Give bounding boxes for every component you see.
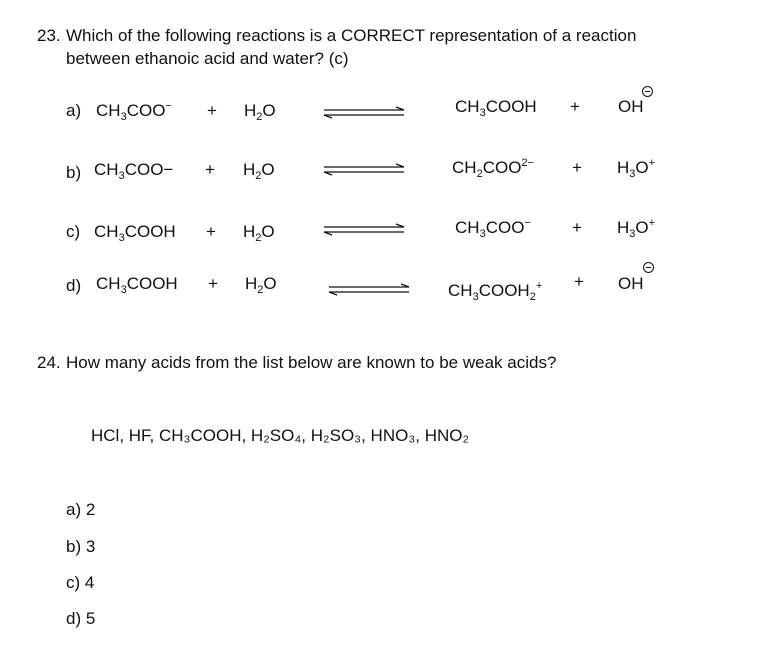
q24-number: 24. [37, 353, 61, 372]
reactant-2: $H_2O$ [244, 101, 276, 123]
plus-sign: + [206, 222, 216, 241]
plus-sign: + [570, 97, 580, 116]
plus-sign: + [574, 272, 584, 291]
plus-sign: + [208, 274, 218, 293]
choice-b: b) 3 [66, 537, 96, 556]
reactant-1: $CH_3COOH$ [94, 222, 176, 244]
reactant-2: $H_2O$ [243, 160, 275, 182]
option-letter: c) [66, 222, 81, 241]
product-1: $CH_3COOH_2^+$ [448, 280, 543, 303]
q23-number: 23. [37, 26, 61, 45]
product-2: $H_3O^+$ [617, 217, 656, 240]
plus-sign: + [205, 160, 215, 179]
option-letter: d) [66, 276, 82, 295]
product-2: OH [618, 274, 644, 293]
negative-charge-icon [642, 86, 653, 97]
negative-charge-icon [643, 262, 654, 273]
reactant-2: $H_2O$ [245, 274, 277, 296]
product-2: $H_3O^+$ [617, 157, 656, 180]
option-letter: a) [66, 101, 82, 120]
reactant-1: $CH_3COO^-$ [96, 100, 172, 123]
plus-sign: + [207, 101, 217, 120]
q23-line-2: between ethanoic acid and water? (c) [66, 49, 349, 68]
product-1: $CH_2COO^{2-}$ [452, 157, 534, 180]
plus-sign: + [572, 218, 582, 237]
option-letter: b) [66, 163, 82, 182]
product-2: OH [618, 97, 644, 116]
reactant-1: $CH_3COO-$ [94, 160, 174, 182]
product-1: $CH_3COO^-$ [455, 217, 531, 240]
reactant-2: $H_2O$ [243, 222, 275, 244]
equilibrium-arrow-icon [322, 163, 406, 177]
equilibrium-arrow-icon [327, 283, 411, 297]
choice-a: a) 2 [66, 500, 96, 519]
choice-c: c) 4 [66, 573, 95, 592]
choice-d: d) 5 [66, 609, 96, 628]
plus-sign: + [572, 158, 582, 177]
q24-text: How many acids from the list below are known to be weak acids? [66, 353, 557, 372]
q23-line-1: Which of the following reactions is a CORRECT representation of a reaction [66, 26, 637, 45]
product-1: $CH_3COOH$ [455, 97, 537, 119]
equilibrium-arrow-icon [322, 223, 406, 237]
reactant-1: $CH_3COOH$ [96, 274, 178, 296]
equilibrium-arrow-icon [322, 106, 406, 120]
acid-list: HCl, HF, CH₃COOH, H₂SO₄, H₂SO₃, HNO₃, HNO₂ [91, 426, 470, 445]
